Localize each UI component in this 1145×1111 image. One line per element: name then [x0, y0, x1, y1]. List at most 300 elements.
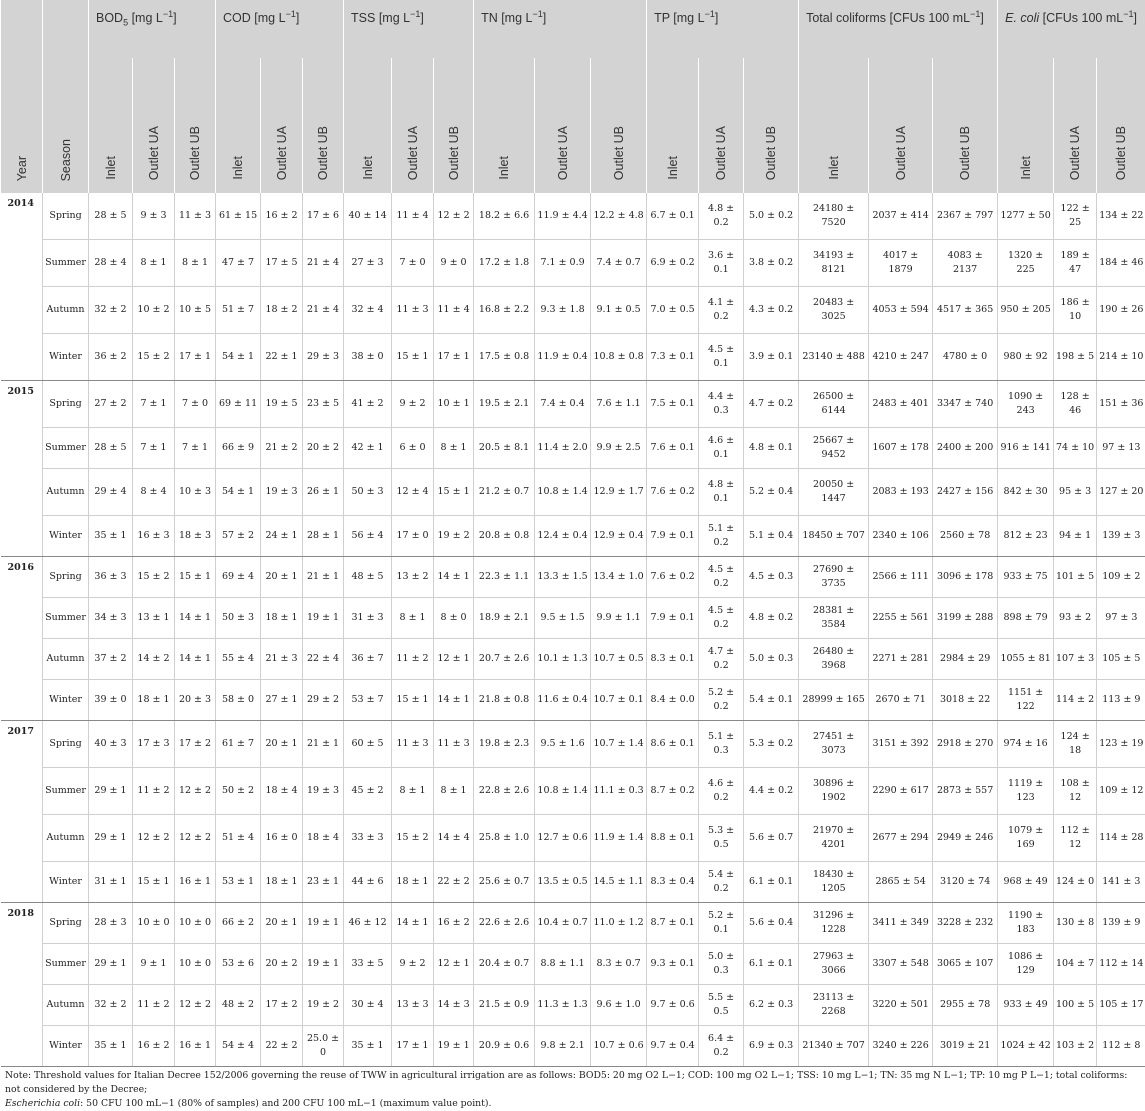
value-cell: 8.8 ± 0.1	[647, 815, 699, 862]
value-cell: 11.9 ± 1.4	[591, 815, 647, 862]
value-cell: 2865 ± 54	[869, 862, 933, 903]
value-cell: 34 ± 3	[89, 598, 133, 639]
value-cell: 4.7 ± 0.2	[744, 381, 799, 428]
value-cell: 17 ± 1	[175, 334, 216, 381]
value-cell: 10.8 ± 0.8	[591, 334, 647, 381]
value-cell: 21970 ± 4201	[799, 815, 869, 862]
subcolumn-header	[303, 58, 344, 193]
value-cell: 2670 ± 71	[869, 680, 933, 721]
value-cell: 38 ± 0	[344, 334, 392, 381]
value-cell: 7 ± 1	[133, 428, 175, 469]
value-cell: 20.7 ± 2.6	[474, 639, 535, 680]
value-cell: 18 ± 2	[261, 287, 303, 334]
value-cell: 10.7 ± 0.6	[591, 1026, 647, 1067]
value-cell: 5.6 ± 0.7	[744, 815, 799, 862]
value-cell: 17 ± 6	[303, 193, 344, 240]
value-cell: 7.6 ± 0.2	[647, 557, 699, 598]
value-cell: 22 ± 2	[434, 862, 474, 903]
value-cell: 24180 ± 7520	[799, 193, 869, 240]
value-cell: 17 ± 2	[175, 721, 216, 768]
value-cell: 25.6 ± 0.7	[474, 862, 535, 903]
note-ecoli-name: Escherichia coli	[5, 1098, 80, 1109]
value-cell: 16.8 ± 2.2	[474, 287, 535, 334]
value-cell: 18 ± 3	[175, 516, 216, 557]
value-cell: 9.3 ± 0.1	[647, 944, 699, 985]
value-cell: 8.3 ± 0.4	[647, 862, 699, 903]
value-cell: 11.9 ± 4.4	[535, 193, 591, 240]
subcolumn-label: Outlet UB	[958, 126, 972, 180]
value-cell: 11 ± 2	[133, 768, 175, 815]
value-cell: 105 ± 17	[1097, 985, 1145, 1026]
value-cell: 122 ± 25	[1054, 193, 1097, 240]
value-cell: 35 ± 1	[89, 516, 133, 557]
value-cell: 4.7 ± 0.2	[699, 639, 744, 680]
value-cell: 8 ± 4	[133, 469, 175, 516]
value-cell: 19 ± 2	[434, 516, 474, 557]
value-cell: 20 ± 1	[261, 903, 303, 944]
value-cell: 3.9 ± 0.1	[744, 334, 799, 381]
value-cell: 12.2 ± 4.8	[591, 193, 647, 240]
season-cell: Spring	[43, 721, 89, 768]
value-cell: 36 ± 2	[89, 334, 133, 381]
subcolumn-label: Inlet	[827, 156, 841, 180]
value-cell: 3307 ± 548	[869, 944, 933, 985]
value-cell: 13.3 ± 1.5	[535, 557, 591, 598]
parameter-name: TN	[481, 11, 498, 25]
value-cell: 9 ± 2	[392, 944, 434, 985]
value-cell: 2560 ± 78	[933, 516, 998, 557]
value-cell: 16 ± 3	[133, 516, 175, 557]
value-cell: 28 ± 5	[89, 428, 133, 469]
value-cell: 12.9 ± 0.4	[591, 516, 647, 557]
value-cell: 2290 ± 617	[869, 768, 933, 815]
value-cell: 5.0 ± 0.2	[744, 193, 799, 240]
value-cell: 12 ± 1	[434, 944, 474, 985]
value-cell: 3.8 ± 0.2	[744, 240, 799, 287]
value-cell: 4.8 ± 0.1	[744, 428, 799, 469]
value-cell: 10.7 ± 0.1	[591, 680, 647, 721]
value-cell: 9.5 ± 1.6	[535, 721, 591, 768]
value-cell: 19 ± 1	[303, 903, 344, 944]
value-cell: 93 ± 2	[1054, 598, 1097, 639]
note-text: Note: Threshold values for Italian Decree 152/2006 governing the reuse of TWW in agricultural irrigation are as follows: BOD5: 20 mg O2 L−1; COD: 100 mg O2 L−1; TSS: 10 mg L−1; TN: 35 mg N L−1; TP: 10 mg P L−1; total coliforms: not considered by the Decree;	[5, 1070, 1127, 1095]
value-cell: 8 ± 1	[175, 240, 216, 287]
value-cell: 109 ± 12	[1097, 768, 1145, 815]
value-cell: 8.7 ± 0.1	[647, 903, 699, 944]
value-cell: 2255 ± 561	[869, 598, 933, 639]
subcolumn-header	[591, 58, 647, 193]
table-body	[1, 193, 1145, 1067]
subcolumn-header	[392, 58, 434, 193]
value-cell: 112 ± 14	[1097, 944, 1145, 985]
table-row	[1, 768, 1145, 815]
value-cell: 812 ± 23	[998, 516, 1054, 557]
value-cell: 16 ± 2	[133, 1026, 175, 1067]
value-cell: 69 ± 4	[216, 557, 261, 598]
value-cell: 3151 ± 392	[869, 721, 933, 768]
subcolumn-header	[434, 58, 474, 193]
table-row	[1, 381, 1145, 428]
value-cell: 32 ± 4	[344, 287, 392, 334]
value-cell: 14 ± 2	[133, 639, 175, 680]
value-cell: 11 ± 3	[392, 287, 434, 334]
value-cell: 44 ± 6	[344, 862, 392, 903]
value-cell: 54 ± 1	[216, 334, 261, 381]
value-cell: 5.2 ± 0.1	[699, 903, 744, 944]
value-cell: 13 ± 2	[392, 557, 434, 598]
value-cell: 141 ± 3	[1097, 862, 1145, 903]
season-cell: Spring	[43, 903, 89, 944]
value-cell: 5.3 ± 0.2	[744, 721, 799, 768]
value-cell: 4.8 ± 0.2	[699, 193, 744, 240]
value-cell: 48 ± 5	[344, 557, 392, 598]
value-cell: 114 ± 2	[1054, 680, 1097, 721]
value-cell: 18 ± 1	[261, 862, 303, 903]
value-cell: 19 ± 3	[303, 768, 344, 815]
value-cell: 5.2 ± 0.2	[699, 680, 744, 721]
value-cell: 21340 ± 707	[799, 1026, 869, 1067]
value-cell: 7.6 ± 0.1	[647, 428, 699, 469]
value-cell: 18 ± 4	[261, 768, 303, 815]
value-cell: 10 ± 3	[175, 469, 216, 516]
value-cell: 4.8 ± 0.1	[699, 469, 744, 516]
subcolumn-label: Inlet	[666, 156, 680, 180]
value-cell: 26 ± 1	[303, 469, 344, 516]
value-cell: 184 ± 46	[1097, 240, 1145, 287]
value-cell: 8 ± 1	[392, 768, 434, 815]
value-cell: 2566 ± 111	[869, 557, 933, 598]
value-cell: 16 ± 2	[434, 903, 474, 944]
value-cell: 17 ± 5	[261, 240, 303, 287]
value-cell: 8.8 ± 1.1	[535, 944, 591, 985]
value-cell: 19.8 ± 2.3	[474, 721, 535, 768]
value-cell: 14.5 ± 1.1	[591, 862, 647, 903]
year-header	[1, 0, 43, 193]
value-cell: 20 ± 1	[261, 721, 303, 768]
subcolumn-header	[261, 58, 303, 193]
value-cell: 95 ± 3	[1054, 469, 1097, 516]
season-cell: Summer	[43, 428, 89, 469]
value-cell: 3.6 ± 0.1	[699, 240, 744, 287]
header-row-subcolumns	[1, 58, 1145, 193]
parameter-unit: [mg L	[128, 11, 163, 25]
value-cell: 66 ± 9	[216, 428, 261, 469]
value-cell: 21.5 ± 0.9	[474, 985, 535, 1026]
season-cell: Summer	[43, 240, 89, 287]
value-cell: 12.7 ± 0.6	[535, 815, 591, 862]
value-cell: 11 ± 4	[392, 193, 434, 240]
parameter-group-header	[799, 0, 998, 58]
unit-exponent: −1	[705, 9, 715, 19]
value-cell: 61 ± 7	[216, 721, 261, 768]
value-cell: 7.5 ± 0.1	[647, 381, 699, 428]
value-cell: 980 ± 92	[998, 334, 1054, 381]
unit-exponent: −1	[532, 9, 542, 19]
value-cell: 27 ± 3	[344, 240, 392, 287]
value-cell: 5.1 ± 0.2	[699, 516, 744, 557]
value-cell: 7.9 ± 0.1	[647, 516, 699, 557]
season-cell: Spring	[43, 381, 89, 428]
value-cell: 10.8 ± 1.4	[535, 469, 591, 516]
value-cell: 14 ± 1	[434, 557, 474, 598]
value-cell: 21 ± 1	[303, 721, 344, 768]
value-cell: 10 ± 0	[133, 903, 175, 944]
subcolumn-label: Outlet UB	[764, 126, 778, 180]
value-cell: 9.7 ± 0.4	[647, 1026, 699, 1067]
value-cell: 14 ± 1	[175, 639, 216, 680]
value-cell: 7 ± 1	[175, 428, 216, 469]
table-row	[1, 287, 1145, 334]
value-cell: 2949 ± 246	[933, 815, 998, 862]
value-cell: 21.8 ± 0.8	[474, 680, 535, 721]
value-cell: 23113 ± 2268	[799, 985, 869, 1026]
value-cell: 27963 ± 3066	[799, 944, 869, 985]
season-header	[43, 0, 89, 193]
parameter-subscript: 5	[123, 18, 128, 28]
subcolumn-header	[535, 58, 591, 193]
value-cell: 14 ± 3	[434, 985, 474, 1026]
value-cell: 5.0 ± 0.3	[699, 944, 744, 985]
subcolumn-label: Outlet UA	[275, 126, 289, 180]
value-cell: 20.9 ± 0.6	[474, 1026, 535, 1067]
value-cell: 6.2 ± 0.3	[744, 985, 799, 1026]
value-cell: 4210 ± 247	[869, 334, 933, 381]
value-cell: 14 ± 1	[434, 680, 474, 721]
value-cell: 104 ± 7	[1054, 944, 1097, 985]
value-cell: 4053 ± 594	[869, 287, 933, 334]
subcolumn-label: Outlet UB	[447, 126, 461, 180]
value-cell: 109 ± 2	[1097, 557, 1145, 598]
value-cell: 7.1 ± 0.9	[535, 240, 591, 287]
value-cell: 3120 ± 74	[933, 862, 998, 903]
season-cell: Spring	[43, 193, 89, 240]
value-cell: 103 ± 2	[1054, 1026, 1097, 1067]
value-cell: 12 ± 2	[175, 815, 216, 862]
subcolumn-header	[869, 58, 933, 193]
value-cell: 3411 ± 349	[869, 903, 933, 944]
value-cell: 134 ± 22	[1097, 193, 1145, 240]
value-cell: 18450 ± 707	[799, 516, 869, 557]
value-cell: 7.4 ± 0.7	[591, 240, 647, 287]
table-row	[1, 334, 1145, 381]
value-cell: 4.1 ± 0.2	[699, 287, 744, 334]
value-cell: 53 ± 7	[344, 680, 392, 721]
value-cell: 51 ± 7	[216, 287, 261, 334]
value-cell: 28 ± 1	[303, 516, 344, 557]
table-row	[1, 516, 1145, 557]
value-cell: 8 ± 1	[133, 240, 175, 287]
value-cell: 15 ± 1	[434, 469, 474, 516]
value-cell: 28999 ± 165	[799, 680, 869, 721]
value-cell: 9 ± 2	[392, 381, 434, 428]
value-cell: 7.6 ± 0.2	[647, 469, 699, 516]
value-cell: 15 ± 1	[392, 334, 434, 381]
value-cell: 23140 ± 488	[799, 334, 869, 381]
value-cell: 35 ± 1	[344, 1026, 392, 1067]
value-cell: 50 ± 3	[344, 469, 392, 516]
year-cell: 2015	[1, 381, 43, 557]
value-cell: 17 ± 0	[392, 516, 434, 557]
value-cell: 11.1 ± 0.3	[591, 768, 647, 815]
unit-bracket: ]	[420, 11, 423, 25]
unit-exponent: −1	[163, 9, 173, 19]
value-cell: 15 ± 2	[392, 815, 434, 862]
value-cell: 50 ± 2	[216, 768, 261, 815]
value-cell: 151 ± 36	[1097, 381, 1145, 428]
value-cell: 11.3 ± 1.3	[535, 985, 591, 1026]
value-cell: 1055 ± 81	[998, 639, 1054, 680]
table-row	[1, 903, 1145, 944]
value-cell: 20 ± 2	[303, 428, 344, 469]
value-cell: 25.8 ± 1.0	[474, 815, 535, 862]
value-cell: 47 ± 7	[216, 240, 261, 287]
value-cell: 23 ± 5	[303, 381, 344, 428]
value-cell: 69 ± 11	[216, 381, 261, 428]
value-cell: 4083 ± 2137	[933, 240, 998, 287]
value-cell: 21 ± 2	[261, 428, 303, 469]
subcolumn-label: Outlet UA	[1068, 126, 1082, 180]
value-cell: 9.9 ± 2.5	[591, 428, 647, 469]
value-cell: 139 ± 9	[1097, 903, 1145, 944]
value-cell: 14 ± 4	[434, 815, 474, 862]
value-cell: 13 ± 3	[392, 985, 434, 1026]
table-note	[0, 1067, 1145, 1111]
season-cell: Autumn	[43, 815, 89, 862]
value-cell: 31296 ± 1228	[799, 903, 869, 944]
value-cell: 6.1 ± 0.1	[744, 944, 799, 985]
value-cell: 13 ± 1	[133, 598, 175, 639]
value-cell: 4.4 ± 0.3	[699, 381, 744, 428]
value-cell: 11.0 ± 1.2	[591, 903, 647, 944]
table-row	[1, 721, 1145, 768]
value-cell: 26480 ± 3968	[799, 639, 869, 680]
value-cell: 2677 ± 294	[869, 815, 933, 862]
value-cell: 7 ± 1	[133, 381, 175, 428]
value-cell: 10 ± 0	[175, 903, 216, 944]
value-cell: 15 ± 2	[133, 557, 175, 598]
value-cell: 950 ± 205	[998, 287, 1054, 334]
value-cell: 10 ± 2	[133, 287, 175, 334]
table-row	[1, 680, 1145, 721]
value-cell: 11.4 ± 2.0	[535, 428, 591, 469]
parameter-group-header	[647, 0, 799, 58]
value-cell: 18 ± 4	[303, 815, 344, 862]
value-cell: 2367 ± 797	[933, 193, 998, 240]
subcolumn-label: Outlet UA	[556, 126, 570, 180]
unit-exponent: −1	[286, 9, 296, 19]
value-cell: 24 ± 1	[261, 516, 303, 557]
value-cell: 100 ± 5	[1054, 985, 1097, 1026]
value-cell: 4.4 ± 0.2	[744, 768, 799, 815]
table-row	[1, 557, 1145, 598]
value-cell: 7.3 ± 0.1	[647, 334, 699, 381]
value-cell: 968 ± 49	[998, 862, 1054, 903]
value-cell: 933 ± 49	[998, 985, 1054, 1026]
value-cell: 6.1 ± 0.1	[744, 862, 799, 903]
table-row	[1, 639, 1145, 680]
season-cell: Winter	[43, 1026, 89, 1067]
value-cell: 46 ± 12	[344, 903, 392, 944]
value-cell: 97 ± 13	[1097, 428, 1145, 469]
season-cell: Summer	[43, 768, 89, 815]
value-cell: 2083 ± 193	[869, 469, 933, 516]
subcolumn-header	[133, 58, 175, 193]
value-cell: 139 ± 3	[1097, 516, 1145, 557]
value-cell: 15 ± 1	[133, 862, 175, 903]
value-cell: 30896 ± 1902	[799, 768, 869, 815]
value-cell: 53 ± 1	[216, 862, 261, 903]
parameter-unit: [mg L	[670, 11, 705, 25]
value-cell: 1090 ± 243	[998, 381, 1054, 428]
value-cell: 9 ± 0	[434, 240, 474, 287]
value-cell: 4.8 ± 0.2	[744, 598, 799, 639]
value-cell: 3347 ± 740	[933, 381, 998, 428]
year-cell: 2016	[1, 557, 43, 721]
value-cell: 105 ± 5	[1097, 639, 1145, 680]
value-cell: 11 ± 3	[175, 193, 216, 240]
table-row	[1, 469, 1145, 516]
value-cell: 1151 ± 122	[998, 680, 1054, 721]
value-cell: 27690 ± 3735	[799, 557, 869, 598]
value-cell: 17 ± 3	[133, 721, 175, 768]
value-cell: 19 ± 2	[303, 985, 344, 1026]
unit-exponent: −1	[970, 9, 980, 19]
value-cell: 214 ± 10	[1097, 334, 1145, 381]
parameter-unit: [mg L	[375, 11, 410, 25]
note-line-2	[5, 1097, 1141, 1111]
value-cell: 21 ± 4	[303, 287, 344, 334]
value-cell: 2873 ± 557	[933, 768, 998, 815]
value-cell: 11.6 ± 0.4	[535, 680, 591, 721]
value-cell: 20 ± 2	[261, 944, 303, 985]
value-cell: 21 ± 1	[303, 557, 344, 598]
value-cell: 6.7 ± 0.1	[647, 193, 699, 240]
value-cell: 12 ± 2	[175, 768, 216, 815]
value-cell: 1320 ± 225	[998, 240, 1054, 287]
value-cell: 916 ± 141	[998, 428, 1054, 469]
value-cell: 8.3 ± 0.7	[591, 944, 647, 985]
value-cell: 14 ± 1	[175, 598, 216, 639]
subcolumn-label: Outlet UA	[714, 126, 728, 180]
value-cell: 30 ± 4	[344, 985, 392, 1026]
value-cell: 1119 ± 123	[998, 768, 1054, 815]
subcolumn-header	[1054, 58, 1097, 193]
value-cell: 9.9 ± 1.1	[591, 598, 647, 639]
value-cell: 12.4 ± 0.4	[535, 516, 591, 557]
subcolumn-header	[647, 58, 699, 193]
value-cell: 20483 ± 3025	[799, 287, 869, 334]
value-cell: 23 ± 1	[303, 862, 344, 903]
value-cell: 10 ± 1	[434, 381, 474, 428]
value-cell: 19 ± 1	[303, 598, 344, 639]
value-cell: 29 ± 3	[303, 334, 344, 381]
season-header-label: Season	[58, 139, 74, 181]
value-cell: 2340 ± 106	[869, 516, 933, 557]
parameter-name: E. coli	[1005, 11, 1039, 25]
value-cell: 20050 ± 1447	[799, 469, 869, 516]
value-cell: 7 ± 0	[175, 381, 216, 428]
value-cell: 33 ± 5	[344, 944, 392, 985]
value-cell: 16 ± 0	[261, 815, 303, 862]
value-cell: 16 ± 2	[261, 193, 303, 240]
year-cell: 2017	[1, 721, 43, 903]
value-cell: 22 ± 2	[261, 1026, 303, 1067]
value-cell: 124 ± 0	[1054, 862, 1097, 903]
value-cell: 50 ± 3	[216, 598, 261, 639]
value-cell: 40 ± 3	[89, 721, 133, 768]
subcolumn-label: Inlet	[104, 156, 118, 180]
value-cell: 34193 ± 8121	[799, 240, 869, 287]
